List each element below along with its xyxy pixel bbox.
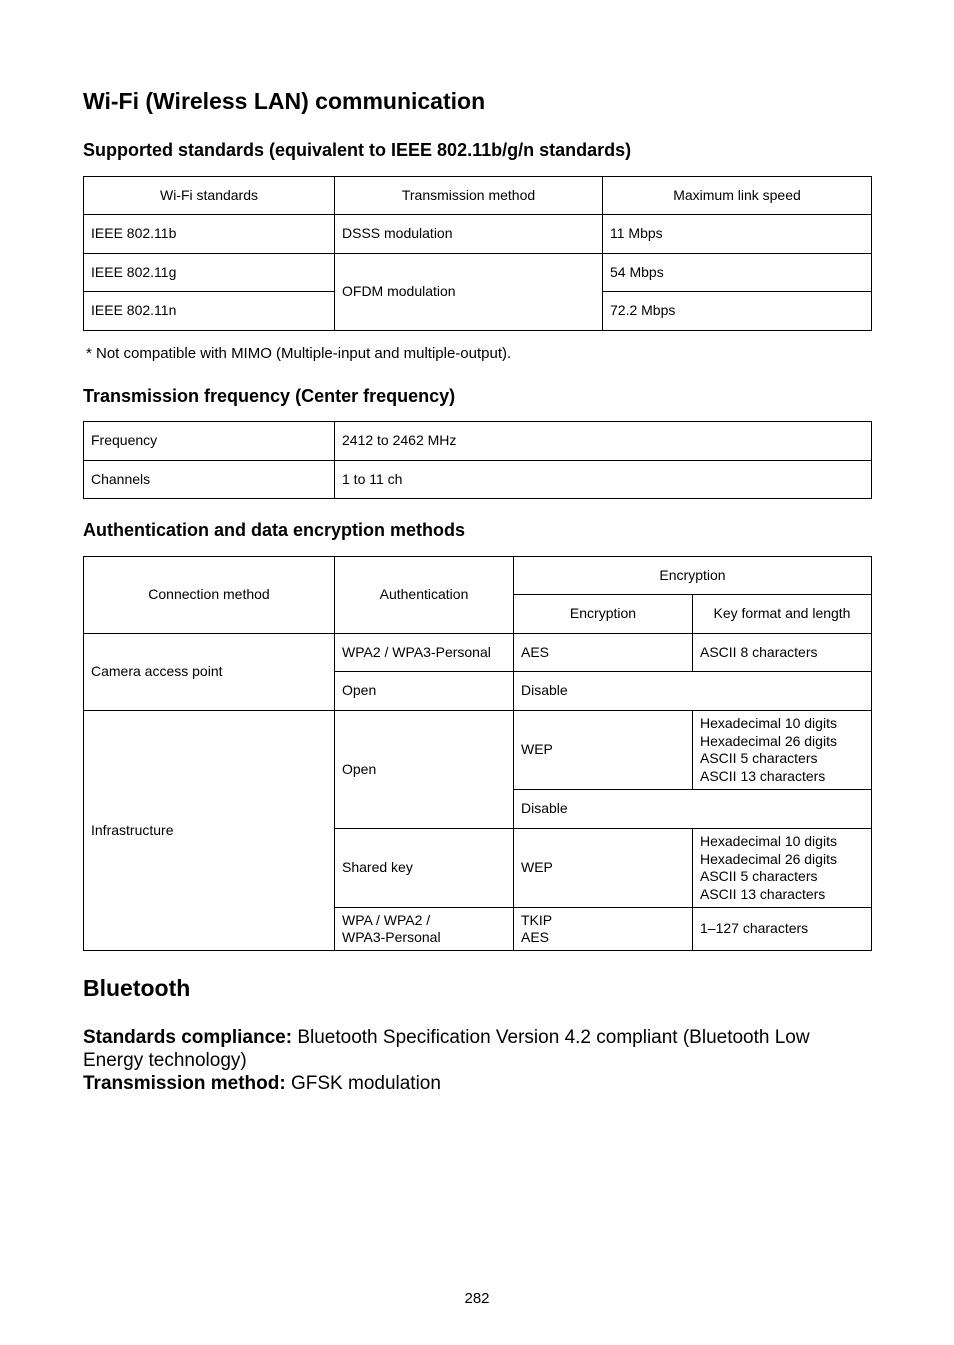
table-row <box>84 634 872 672</box>
encryption-line: TKIP <box>521 911 553 928</box>
frequency-heading: Transmission frequency (Center frequency) <box>83 386 456 406</box>
header-cell: Transmission method <box>335 177 603 215</box>
table-cell: ASCII 8 characters <box>693 634 872 672</box>
table-cell: Frequency <box>84 422 335 461</box>
method-value: GFSK modulation <box>285 1073 441 1094</box>
method-label: Transmission method: <box>83 1073 286 1094</box>
table-cell: WPA2 / WPA3-Personal <box>335 634 514 672</box>
table-cell: 54 Mbps <box>603 254 872 292</box>
table-cell: OFDM modulation <box>335 254 603 331</box>
table-cell: IEEE 802.11b <box>84 215 335 254</box>
table-cell: AES <box>514 634 693 672</box>
table-cell <box>335 908 514 951</box>
table-cell: Infrastructure <box>84 711 335 951</box>
table-cell <box>693 711 872 790</box>
key-format-line: Hexadecimal 10 digits <box>700 715 837 731</box>
table-cell: IEEE 802.11g <box>84 254 335 292</box>
table-cell: 1–127 characters <box>693 908 872 951</box>
standards-table <box>83 176 872 331</box>
key-format-line: Hexadecimal 10 digits <box>700 833 837 849</box>
table-cell <box>693 829 872 908</box>
encryption-line: AES <box>521 929 550 945</box>
table-cell: WEP <box>514 711 693 790</box>
table-cell: Camera access point <box>84 634 335 711</box>
compliance-label: Standards compliance: <box>83 1027 293 1048</box>
key-format-line: ASCII 13 characters <box>700 885 826 902</box>
header-cell: Connection method <box>84 557 335 634</box>
page-number: 282 <box>464 1290 490 1307</box>
key-format-line: ASCII 5 characters <box>700 750 818 766</box>
bluetooth-method <box>83 1072 863 1095</box>
table-row <box>84 461 872 499</box>
frequency-table <box>83 421 872 499</box>
table-row <box>84 254 872 292</box>
auth-heading: Authentication and data encryption methods <box>83 520 466 540</box>
table-row <box>84 711 872 790</box>
standards-heading: Supported standards (equivalent to IEEE 802.11b/g/n standards) <box>83 140 632 160</box>
table-cell: 1 to 11 ch <box>335 461 872 499</box>
compliance-value: Bluetooth Specification Version 4.2 compliant (Bluetooth Low Energy technology) <box>83 1027 810 1071</box>
auth-line: WPA3-Personal <box>342 929 441 945</box>
table-cell: 2412 to 2462 MHz <box>335 422 872 461</box>
header-cell: Wi-Fi standards <box>84 177 335 215</box>
key-format-line: Hexadecimal 26 digits <box>700 732 837 749</box>
bluetooth-section-title: Bluetooth <box>83 975 191 1001</box>
mimo-footnote: * Not compatible with MIMO (Multiple-input and multiple-output). <box>86 345 512 362</box>
bluetooth-compliance <box>83 1026 863 1072</box>
key-format-line: ASCII 5 characters <box>700 868 818 884</box>
key-format-line: Hexadecimal 26 digits <box>700 850 837 867</box>
header-cell: Encryption <box>514 557 872 595</box>
key-format-line: ASCII 13 characters <box>700 767 826 784</box>
table-cell: DSSS modulation <box>335 215 603 254</box>
table-cell: IEEE 802.11n <box>84 292 335 331</box>
auth-line: WPA / WPA2 / <box>342 911 431 928</box>
table-header-row <box>84 177 872 215</box>
table-header-row <box>84 557 872 595</box>
table-cell: Disable <box>514 672 872 711</box>
header-cell: Encryption <box>514 595 693 634</box>
auth-table <box>83 556 872 951</box>
table-row <box>84 422 872 461</box>
table-cell: Shared key <box>335 829 514 908</box>
table-cell: 72.2 Mbps <box>603 292 872 331</box>
header-cell: Authentication <box>335 557 514 634</box>
table-cell: WEP <box>514 829 693 908</box>
table-cell: Open <box>335 672 514 711</box>
table-row <box>84 215 872 254</box>
table-cell: Channels <box>84 461 335 499</box>
table-cell: Disable <box>514 790 872 829</box>
table-cell: Open <box>335 711 514 829</box>
table-cell: 11 Mbps <box>603 215 872 254</box>
wifi-section-title: Wi-Fi (Wireless LAN) communication <box>83 88 486 114</box>
table-cell <box>514 908 693 951</box>
header-cell: Key format and length <box>693 595 872 634</box>
header-cell: Maximum link speed <box>603 177 872 215</box>
